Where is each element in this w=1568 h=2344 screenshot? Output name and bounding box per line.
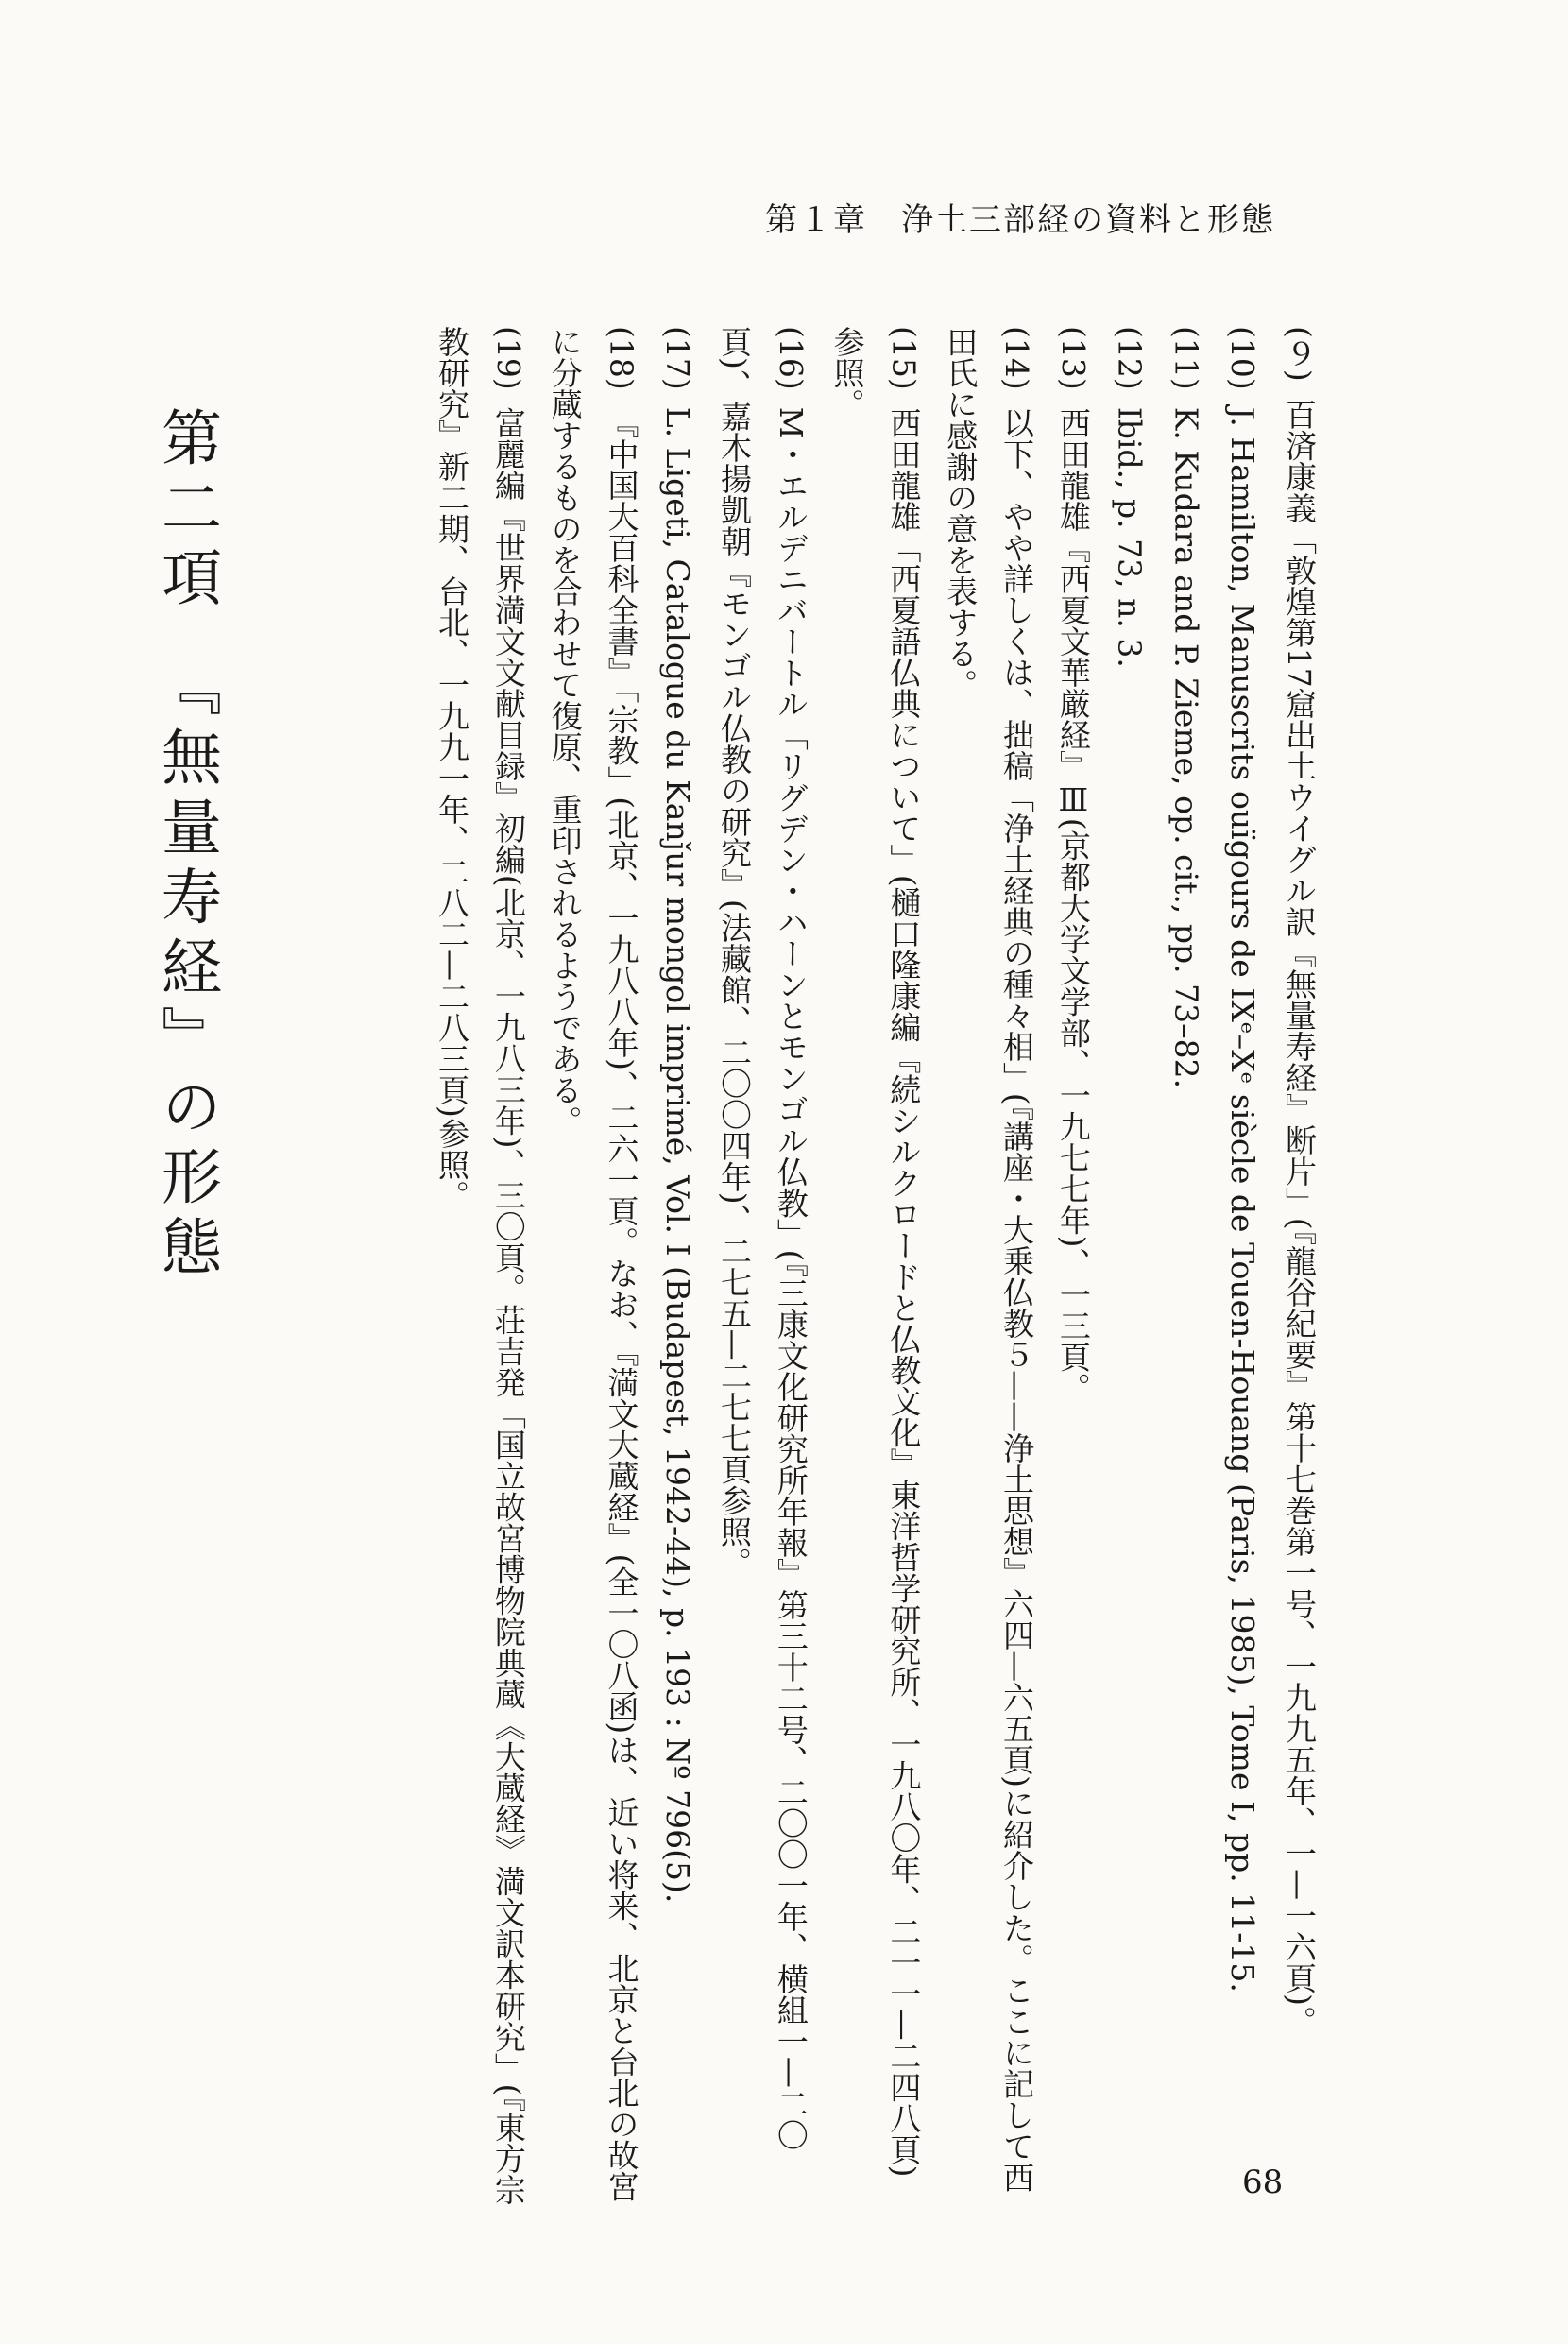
note-number: (18) bbox=[603, 326, 640, 390]
note-text: 百済康義「敦煌第17窟出土ウイグル訳『無量寿経』断片」(『龍谷紀要』第十七巻第一号、一九九五年、一—一六頁)。 bbox=[1281, 398, 1318, 2037]
note-text: Ibid., p. 73, n. 3. bbox=[1111, 406, 1149, 668]
page-number: 68 bbox=[1242, 2164, 1284, 2201]
note-number: (15) bbox=[885, 326, 923, 390]
note-number: (13) bbox=[1054, 326, 1092, 390]
note-number: (９) bbox=[1281, 326, 1318, 382]
endnotes bbox=[423, 326, 1327, 2206]
note-17 bbox=[649, 326, 706, 2206]
section-heading: 第二項 『無量寿経』の形態 bbox=[151, 406, 221, 1285]
running-header: 第１章 浄土三部経の資料と形態 bbox=[765, 201, 1275, 239]
note-15 bbox=[819, 326, 932, 2206]
note-number: (19) bbox=[489, 326, 527, 390]
note-19 bbox=[423, 326, 537, 2206]
note-text: M・エルデニバートル「リグデン・ハーンとモンゴル仏教」(『三康文化研究所年報』第三十二号、二〇〇一年、横組一—二〇頁)、嘉木揚凱朝『モンゴル仏教の研究』(法藏館、二〇〇四年)、二七五—二七七頁参照。 bbox=[716, 326, 810, 2150]
note-number: (16) bbox=[772, 326, 810, 390]
note-text: 以下、やや詳しくは、拙稿「浄土経典の種々相」(『講座・大乗仏教５——浄土思想』六四—六五頁)に紹介した。ここに記して西田氏に感謝の意を表する。 bbox=[942, 326, 1036, 2193]
note-9 bbox=[1270, 326, 1327, 2206]
note-number: (10) bbox=[1224, 326, 1262, 390]
note-text: L. Ligeti, Catalogue du Kanǰur mongol imprimé, Vol. I (Budapest, 1942-44), p. 193 : Nº 796(5). bbox=[659, 406, 697, 1904]
note-14 bbox=[931, 326, 1045, 2206]
note-16 bbox=[706, 326, 819, 2206]
note-text: 『中国大百科全書』「宗教」(北京、一九八八年)、二六一頁。なお、『満文大蔵経』(全一〇八函)は、近い将来、北京と台北の故宮に分蔵するものを合わせて復原、重印されるようである。 bbox=[546, 326, 640, 2202]
note-text: 西田龍雄「西夏語仏典について」(樋口隆康編『続シルクロードと仏教文化』東洋哲学研究所、一九八〇年、二一一—二四八頁)参照。 bbox=[828, 326, 923, 2178]
note-18 bbox=[537, 326, 650, 2206]
note-number: (12) bbox=[1111, 326, 1149, 390]
note-text: 西田龍雄『西夏文華厳経』Ⅲ(京都大学文学部、一九七七年)、一三頁。 bbox=[1054, 406, 1092, 1404]
note-text: K. Kudara and P. Zieme, op. cit., pp. 73–82. bbox=[1167, 406, 1205, 1089]
note-text: J. Hamilton, Manuscrits ouïgours de IXᵉ–Xᵉ siècle de Touen-Houang (Paris, 1985), Tome I, pp. 11-15. bbox=[1224, 406, 1262, 1993]
note-number: (17) bbox=[659, 326, 697, 390]
note-10 bbox=[1214, 326, 1270, 2206]
note-11 bbox=[1158, 326, 1215, 2206]
note-number: (11) bbox=[1167, 326, 1205, 390]
note-number: (14) bbox=[998, 326, 1036, 390]
note-text: 富麗編『世界満文文献目録』初編(北京、一九八三年)、三〇頁。荘吉発「国立故宮博物院典蔵《大蔵経》満文訳本研究」(『東方宗教研究』新二期、台北、一九九一年、二八二—二八三頁)参照。 bbox=[434, 326, 527, 2205]
note-13 bbox=[1045, 326, 1101, 2206]
note-12 bbox=[1101, 326, 1158, 2206]
